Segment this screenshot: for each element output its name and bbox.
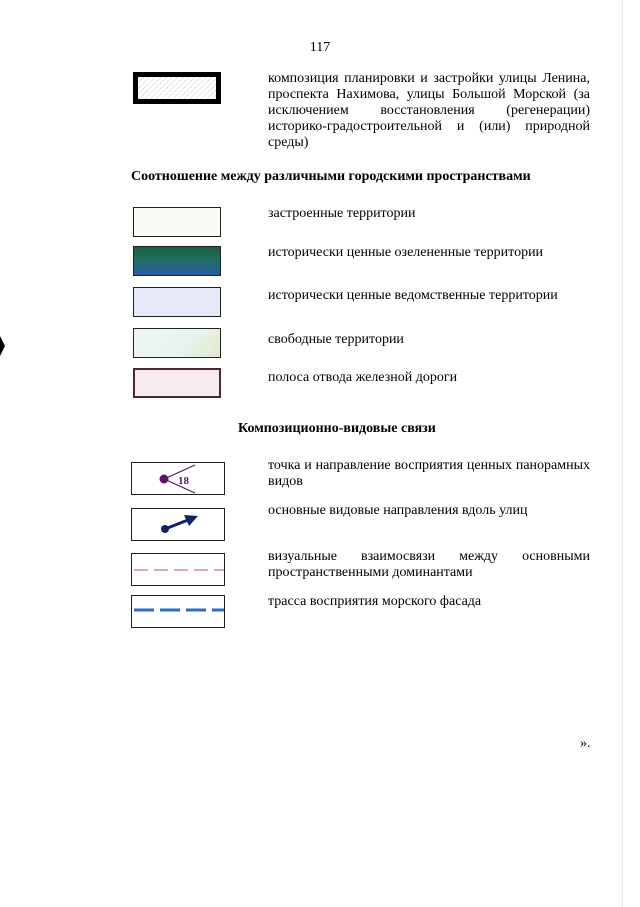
pink-dashed-swatch [131, 553, 225, 586]
arrow-swatch [131, 508, 225, 541]
legend-label: основные видовые направления вдоль улиц [268, 503, 528, 518]
closing-quote: ». [580, 736, 591, 751]
railway-swatch [133, 368, 221, 398]
arrow-icon [132, 509, 224, 540]
green-areas-swatch [133, 246, 221, 276]
section-heading-visual-links: Композиционно-видовые связи [238, 421, 436, 436]
legend-description: композиция планировки и застройки улицы Ленина, проспекта Нахимова, улицы Большой Морской (за исключением восстановления (регенерации) историко-градостроительной и (или) природной среды) [268, 71, 590, 150]
legend-label: визуальные взаимосвязи между основными пространственными доминантами [268, 549, 590, 580]
hatched-box-swatch [133, 72, 221, 104]
viewpoint-swatch [131, 462, 225, 495]
legend-label: трасса восприятия морского фасада [268, 594, 482, 609]
free-territory-swatch [133, 328, 221, 358]
blue-dashed-swatch [131, 595, 225, 628]
legend-label: исторически ценные ведомственные территории [268, 288, 558, 303]
scan-edge-line [622, 0, 623, 907]
legend-label: исторически ценные озелененные территории [268, 245, 544, 260]
viewpoint-number: 18 [178, 475, 189, 487]
legend-label: свободные территории [268, 332, 404, 347]
hatch-pattern-icon [138, 77, 216, 99]
section-heading-spaces: Соотношение между различными городскими пространствами [131, 169, 531, 184]
dashed-line-icon [132, 596, 224, 627]
departmental-swatch [133, 287, 221, 317]
scan-edge-mark [0, 336, 5, 356]
dashed-line-icon [132, 554, 224, 585]
page-number: 117 [309, 40, 331, 55]
built-up-swatch [133, 207, 221, 237]
legend-label: полоса отвода железной дороги [268, 370, 458, 385]
legend-label: застроенные территории [268, 206, 416, 221]
legend-label: точка и направление восприятия ценных панорамных видов [268, 458, 590, 489]
viewpoint-icon [132, 463, 224, 494]
